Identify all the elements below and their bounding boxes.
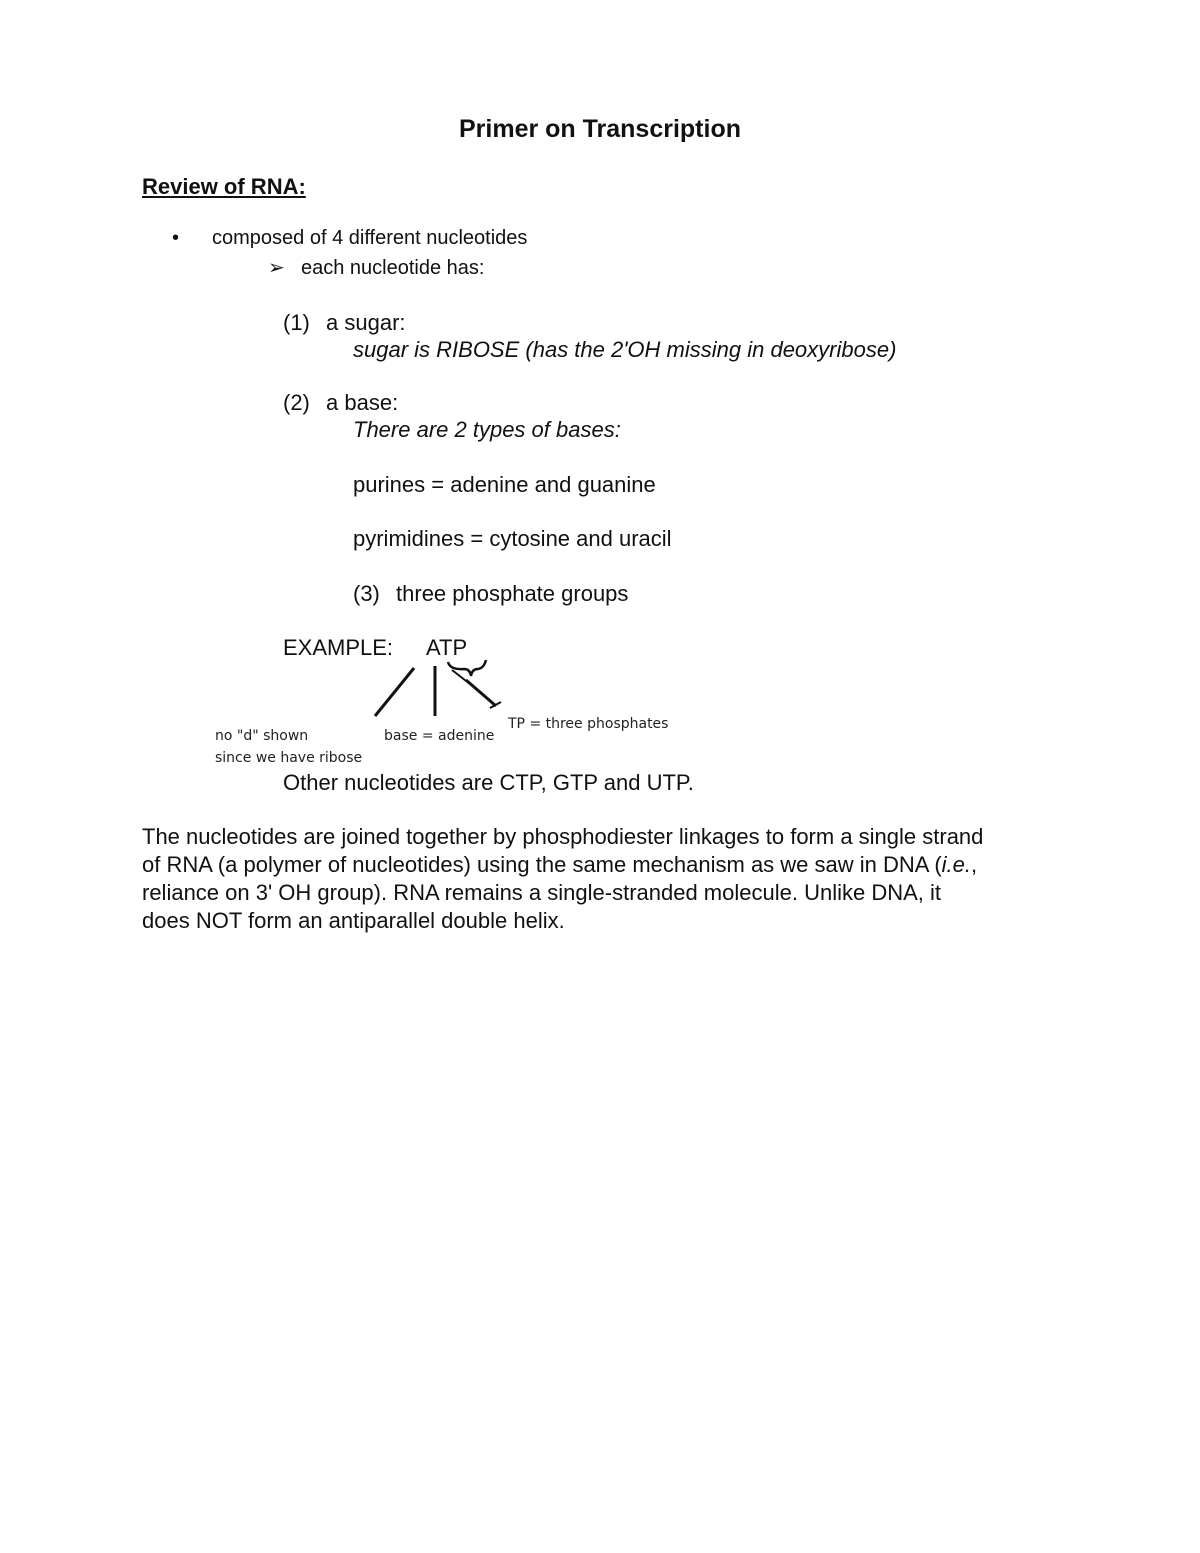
arrow-icon: ➢	[268, 257, 285, 279]
paragraph-line: reliance on 3' OH group). RNA remains a single-stranded molecule. Unlike DNA, it	[142, 880, 941, 905]
annotation-tp: TP = three phosphates	[508, 716, 669, 732]
item-1-detail: sugar is RIBOSE (has the 2'OH missing in deoxyribose)	[353, 337, 897, 362]
body-paragraph	[142, 823, 1062, 935]
purines-text: purines = adenine and guanine	[353, 472, 656, 497]
paragraph-text: of RNA (a polymer of nucleotides) using the same mechanism as we saw in DNA (	[142, 852, 942, 877]
item-1-label: a sugar:	[326, 310, 406, 335]
section-heading: Review of RNA:	[142, 174, 306, 199]
paragraph-text: ,	[971, 852, 978, 877]
pyrimidines-text: pyrimidines = cytosine and uracil	[353, 526, 672, 551]
annotation-no-d-line1: no "d" shown	[215, 728, 309, 744]
phosphate-brace	[448, 660, 486, 676]
page-title: Primer on Transcription	[458, 115, 741, 143]
paragraph-line: The nucleotides are joined together by phosphodiester linkages to form a single strand	[142, 824, 984, 849]
bullet-icon: •	[172, 227, 180, 249]
example-molecule: ATP	[426, 635, 468, 660]
item-2-number: (2)	[283, 390, 310, 415]
paragraph-line	[142, 851, 1062, 879]
item-1-number: (1)	[283, 310, 310, 335]
item-3-number: (3)	[353, 581, 380, 606]
annotation-no-d-line2: since we have ribose	[215, 750, 363, 766]
annotation-base: base = adenine	[384, 728, 495, 744]
phosphate-pointer-tick	[452, 670, 470, 684]
paragraph-line: does NOT form an antiparallel double helix.	[142, 908, 565, 933]
example-label: EXAMPLE:	[283, 635, 394, 660]
ribose-pointer-line	[375, 668, 414, 716]
item-3-label: three phosphate groups	[396, 581, 629, 606]
phosphate-pointer-line	[466, 680, 496, 706]
item-2-label: a base:	[326, 390, 399, 415]
paragraph-italic: i.e.	[941, 852, 972, 877]
other-nucleotides: Other nucleotides are CTP, GTP and UTP.	[283, 770, 694, 795]
item-2-detail: There are 2 types of bases:	[353, 417, 621, 442]
bullet-text: composed of 4 different nucleotides	[212, 227, 528, 249]
sub-bullet-text: each nucleotide has:	[301, 257, 485, 279]
